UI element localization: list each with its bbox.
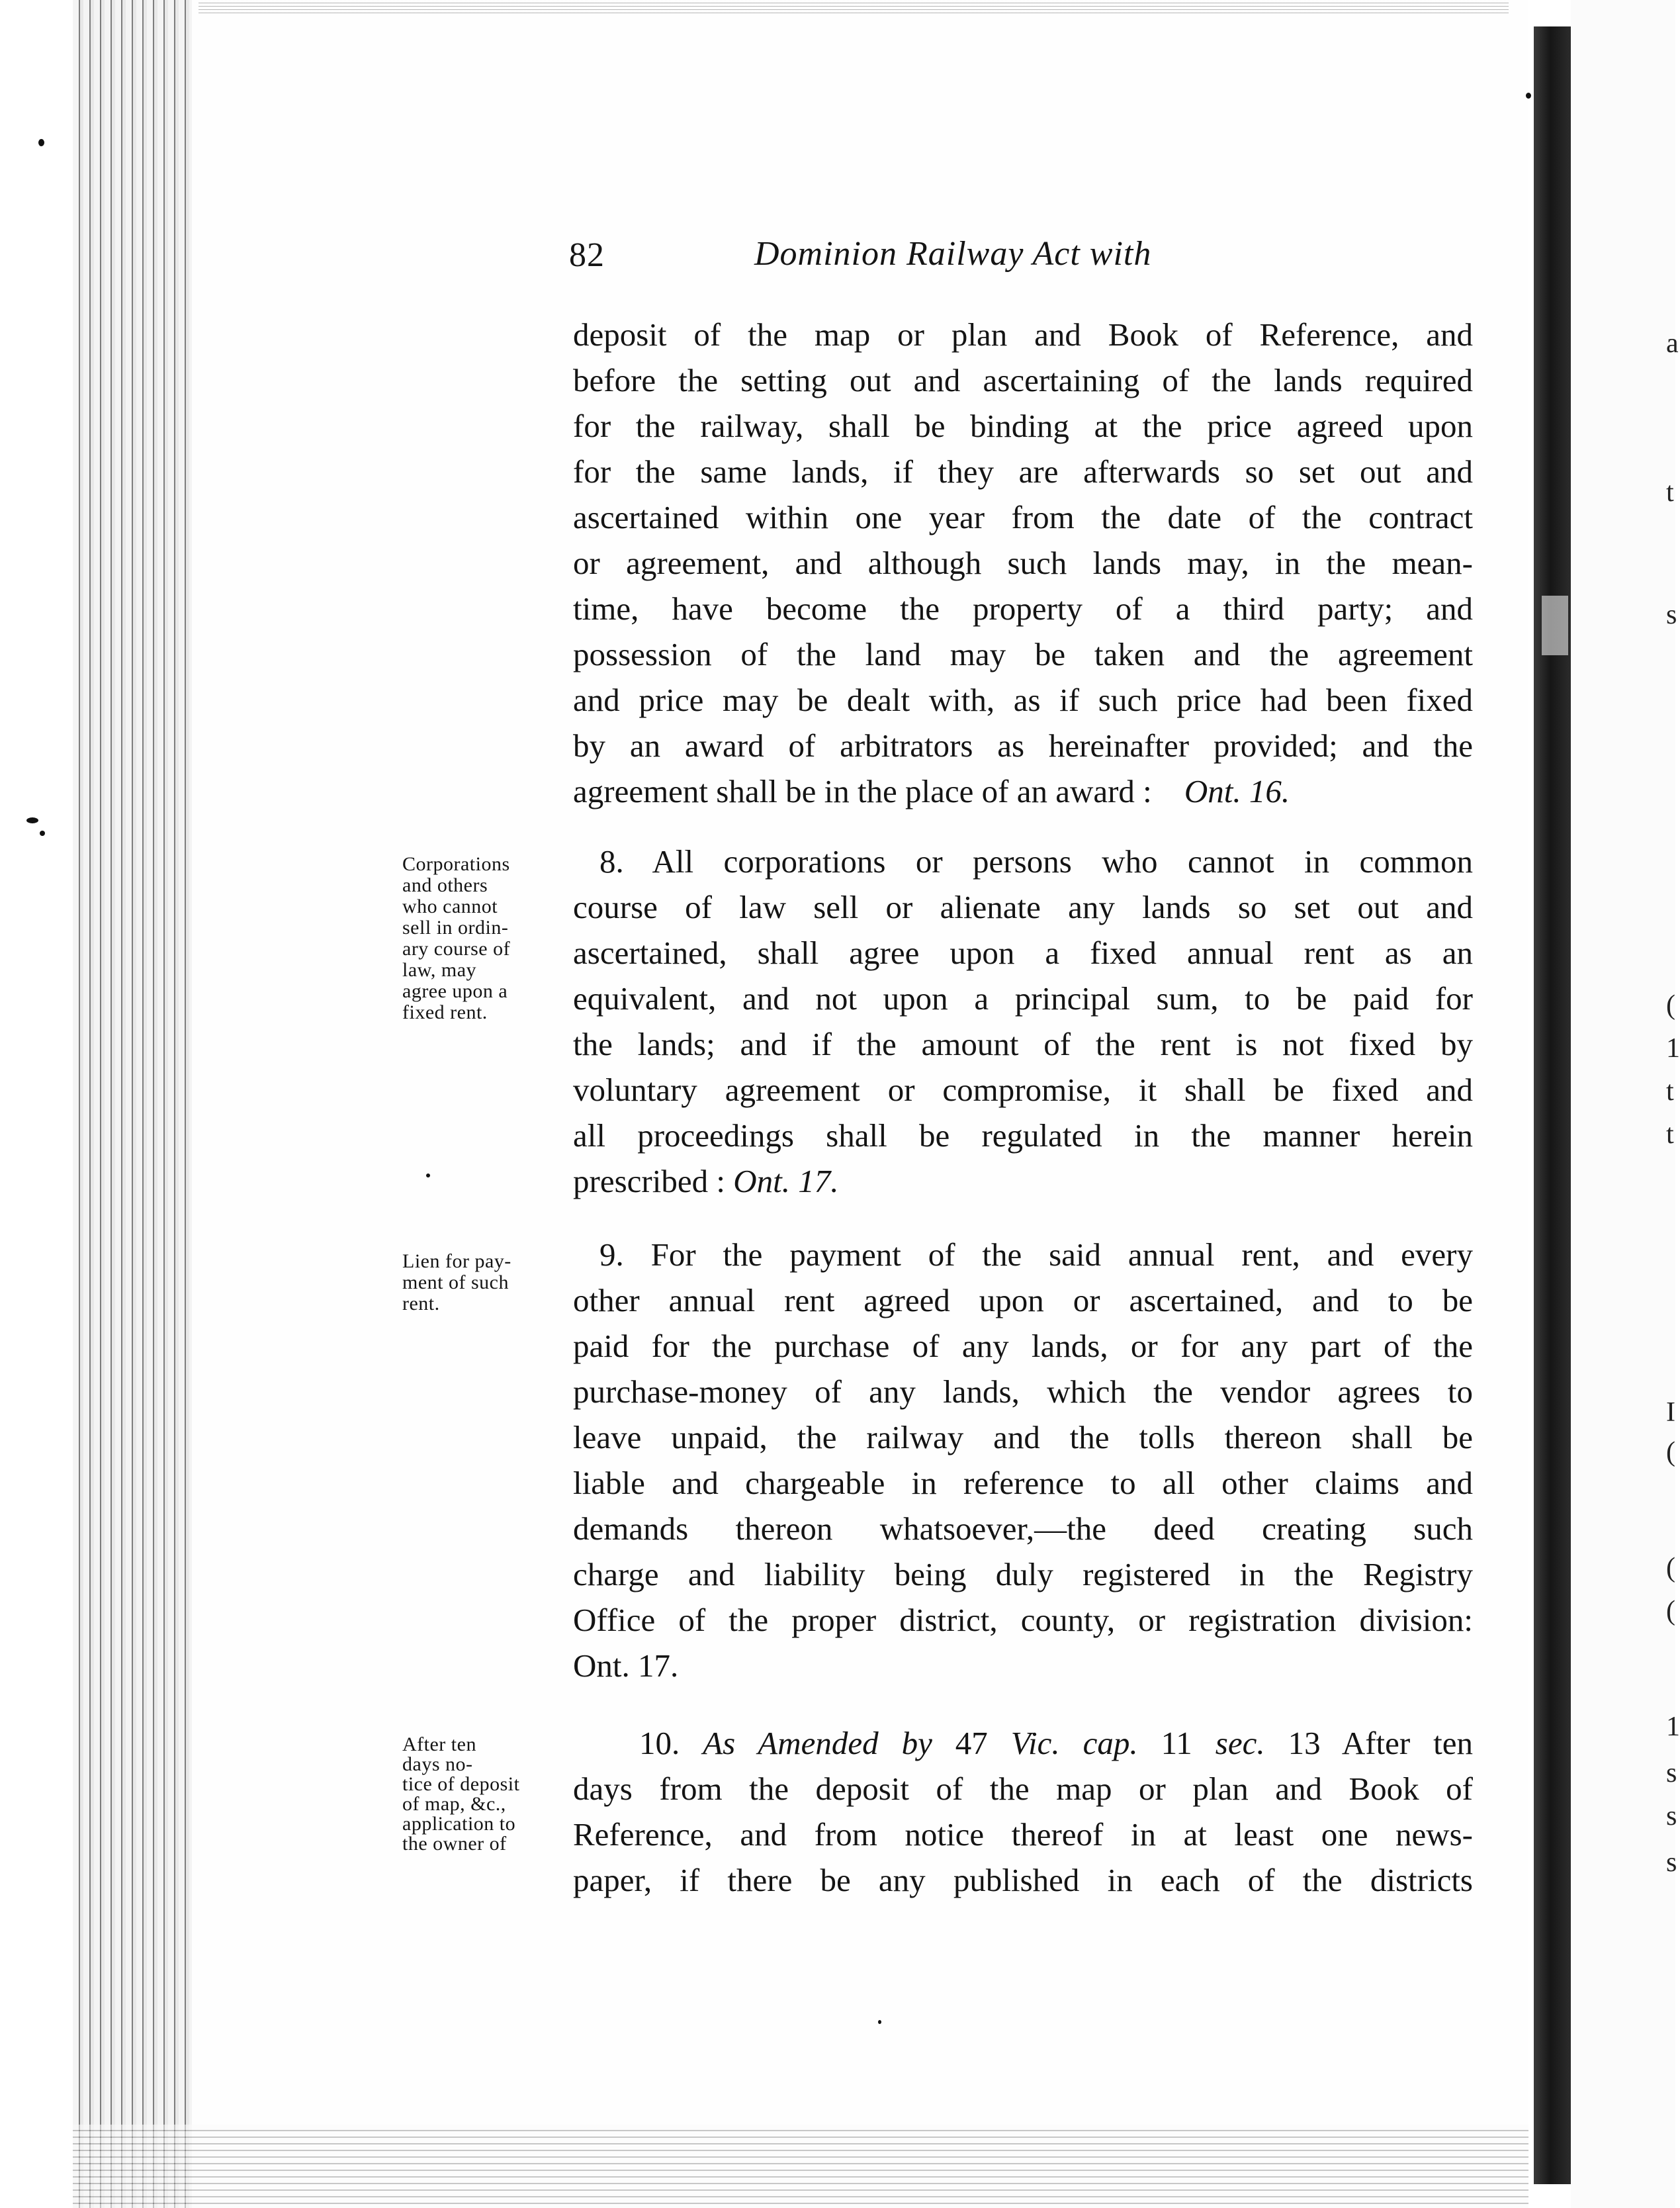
amendment-note: 11	[1161, 1725, 1192, 1761]
facing-page-fragment: s	[1666, 1758, 1677, 1788]
facing-page-fragment: t	[1666, 477, 1674, 508]
text-segment: agreement shall be in the place of an award :	[573, 773, 1152, 809]
facing-page-fragment: (	[1666, 1596, 1675, 1626]
text-segment: prescribed :	[573, 1163, 725, 1199]
facing-page-edge	[1571, 0, 1675, 2208]
book-gutter	[1534, 26, 1571, 2184]
amendment-note: sec.	[1215, 1725, 1265, 1761]
facing-page-fragment: s	[1666, 600, 1677, 630]
text-line: all proceedings shall be regulated in the manner herein	[573, 1117, 1473, 1154]
page-edge-top	[199, 0, 1509, 15]
page-edge-stack-left	[73, 0, 205, 2208]
text-line: other annual rent agreed upon or ascertained, and to be	[573, 1282, 1473, 1318]
facing-page-fragment: I	[1666, 1397, 1675, 1428]
margin-note-line: and others	[402, 874, 488, 896]
margin-note-line: tice of deposit	[402, 1773, 520, 1795]
facing-page-fragment: (	[1666, 1553, 1675, 1583]
facing-page-fragment: t	[1666, 1076, 1674, 1107]
text-line: liable and chargeable in reference to all other claims and	[573, 1465, 1473, 1501]
text-line: voluntary agreement or compromise, it shall be fixed and	[573, 1072, 1473, 1108]
margin-note-line: agree upon a	[402, 980, 508, 1002]
section-number: 10.	[639, 1725, 680, 1761]
scan-speck	[1526, 93, 1531, 99]
facing-page-fragment: 1	[1666, 1712, 1680, 1742]
scan-speck	[878, 2020, 881, 2024]
facing-page-fragment: a	[1666, 328, 1679, 359]
margin-note-line: fixed rent.	[402, 1001, 488, 1023]
text-line: ascertained within one year from the date of the contract	[573, 499, 1473, 535]
text-line: possession of the land may be taken and the agreement	[573, 636, 1473, 672]
margin-note-line: Corporations	[402, 853, 510, 875]
text-line: 9. For the payment of the said annual rent, and every	[599, 1236, 1473, 1273]
citation: Ont. 16.	[1184, 773, 1290, 809]
margin-note-line: Lien for pay-	[402, 1250, 511, 1272]
margin-note-line: days no-	[402, 1753, 473, 1775]
text-line: equivalent, and not upon a principal sum, to be paid for	[573, 980, 1473, 1017]
amendment-note: 47	[955, 1725, 988, 1761]
amendment-note: Vic. cap.	[1010, 1725, 1138, 1761]
margin-note-line: ment of such	[402, 1271, 509, 1293]
text-line: Reference, and from notice thereof in at least one news-	[573, 1816, 1473, 1853]
text-line: charge and liability being duly registered in the Registry	[573, 1556, 1473, 1592]
text-line	[573, 1162, 1473, 1201]
scan-speck	[426, 1173, 430, 1177]
margin-note-line: rent.	[402, 1293, 440, 1314]
margin-note-line: law, may	[402, 959, 477, 981]
text-line	[639, 1724, 1473, 1763]
text-line: the lands; and if the amount of the rent is not fixed by	[573, 1026, 1473, 1062]
margin-note-line: ary course of	[402, 938, 511, 960]
margin-note-line: sell in ordin-	[402, 917, 509, 939]
text-line: ascertained, shall agree upon a fixed annual rent as an	[573, 935, 1473, 971]
text-line: Office of the proper district, county, or registration division:	[573, 1602, 1473, 1638]
text-line	[573, 772, 1473, 811]
facing-page-fragment: (	[1666, 1437, 1675, 1467]
text-line: or agreement, and although such lands may, in the mean-	[573, 545, 1473, 581]
margin-note-line: who cannot	[402, 896, 498, 917]
text-segment: 13 After ten	[1288, 1725, 1474, 1761]
citation: Ont. 17.	[733, 1163, 839, 1199]
amendment-note: As Amended by	[703, 1725, 932, 1761]
text-line: paper, if there be any published in each of the districts	[573, 1862, 1473, 1898]
text-line: time, have become the property of a third party; and	[573, 590, 1473, 627]
facing-page-fragment: s	[1666, 1847, 1677, 1878]
margin-note-line: After ten	[402, 1733, 476, 1755]
facing-page-fragment: 1	[1666, 1033, 1680, 1064]
scan-speck	[26, 817, 38, 823]
gutter-highlight	[1542, 596, 1568, 655]
text-line: and price may be dealt with, as if such price had been fixed	[573, 682, 1473, 718]
scan-speck	[40, 831, 45, 836]
margin-note-line: application to	[402, 1813, 516, 1835]
page-number: 82	[569, 236, 605, 274]
text-line: purchase-money of any lands, which the vendor agrees to	[573, 1373, 1473, 1410]
margin-note-line: the owner of	[402, 1833, 507, 1855]
text-line: leave unpaid, the railway and the tolls thereon shall be	[573, 1419, 1473, 1455]
page-edge-stack-bottom	[73, 2125, 1528, 2208]
text-line: for the same lands, if they are afterwards so set out and	[573, 453, 1473, 490]
scan-speck	[38, 139, 44, 146]
margin-note-line: of map, &c.,	[402, 1793, 506, 1815]
text-line: demands thereon whatsoever,—the deed creating such	[573, 1510, 1473, 1547]
text-line: by an award of arbitrators as hereinafter provided; and the	[573, 727, 1473, 764]
facing-page-fragment: s	[1666, 1801, 1677, 1831]
text-line: before the setting out and ascertaining of the lands required	[573, 362, 1473, 398]
text-line: deposit of the map or plan and Book of Reference, and	[573, 316, 1473, 353]
running-title: Dominion Railway Act with	[754, 235, 1152, 273]
text-line: for the railway, shall be binding at the price agreed upon	[573, 408, 1473, 444]
facing-page-fragment: (	[1666, 990, 1675, 1021]
text-line: 8. All corporations or persons who cannot in common	[599, 843, 1473, 880]
citation: Ont. 17.	[573, 1647, 679, 1684]
facing-page-fragment: t	[1666, 1119, 1674, 1150]
text-line: paid for the purchase of any lands, or for any part of the	[573, 1328, 1473, 1364]
text-line: days from the deposit of the map or plan and Book of	[573, 1771, 1473, 1807]
text-line: course of law sell or alienate any lands so set out and	[573, 889, 1473, 925]
